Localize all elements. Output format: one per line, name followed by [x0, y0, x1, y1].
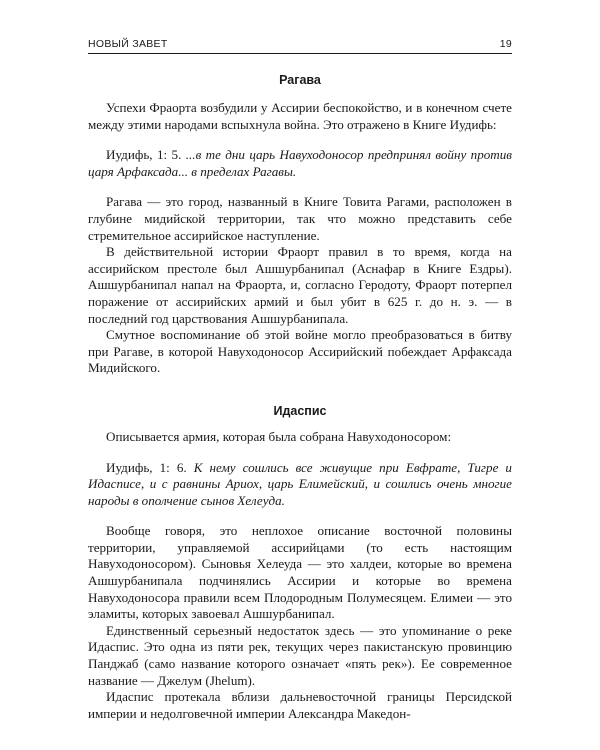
paragraph: Рагава — это город, названный в Книге Товита Рагами, расположен в глубине мидийской территории, так что можно представить себе стремительное ассирийское наступление.: [88, 194, 512, 243]
paragraph: Успехи Фраорта возбудили у Ассирии беспокойство, и в конечном счете между этими народами вспыхнула война. Это отражено в Книге Иудифь:: [88, 100, 512, 132]
paragraph: Вообще говоря, это неплохое описание восточной половины территории, управляемой ассирийцами (то есть настоящим Навуходоносором). Сыновья Хелеуда — это халдеи, которые во времена Ашшурбанипала подчинялись Ассирии и которые во времена Навуходоносора правили всем Плодородным Полумесяцем. Елимеи — это эламиты, которых завоевал Ашшурбанипал.: [88, 523, 512, 622]
paragraph: Единственный серьезный недостаток здесь — это упоминание о реке Идаспис. Это одна из пяти рек, текущих через пакистанскую провинцию Панджаб (само название которого означает «пять рек»). Ее современное название — Джелум (Jhelum).: [88, 622, 512, 688]
quote-reference: Иудифь, 1: 5.: [106, 147, 182, 163]
page-number: 19: [499, 38, 512, 50]
quote-text: ...в те дни царь Навуходоносор предпринял войну против царя Арфаксада... в пределах Рагавы.: [88, 147, 512, 179]
paragraph: Описывается армия, которая была собрана Навуходоносором:: [106, 428, 452, 444]
section-heading-idaspis: Идаспис: [273, 403, 327, 418]
paragraph: Идаспис протекала вблизи дальневосточной границы Персидской империи и недолговечной империи Александра Македон-: [88, 689, 512, 721]
quote-reference: Иудифь, 1: 6.: [106, 459, 187, 475]
running-title: НОВЫЙ ЗАВЕТ: [88, 38, 168, 50]
paragraph: В действительной истории Фраорт правил в то время, когда на ассирийском престоле был Ашшурбанипал (Аснафар в Книге Ездры). Ашшурбанипал напал на Фраорта, и, согласно Геродоту, Фраорт потерпел поражение от ассирийских армий и был убит в 625 г. до н. э. — в последний год царствования Ашшурбанипала.: [88, 244, 512, 326]
section-heading-ragava: Рагава: [279, 73, 321, 87]
running-header: [88, 38, 512, 54]
scripture-quote: [88, 147, 512, 180]
page-body: [88, 62, 512, 722]
paragraph: Смутное воспоминание об этой войне могло преобразоваться в битву при Рагаве, в которой Навуходоносор Ассирийский побеждает Арфаксада Мидийского.: [88, 327, 512, 376]
scripture-quote: [88, 460, 512, 510]
quote-text: К нему сошлись все живущие при Евфрате, Тигре и Идасписе, и с равнины Ариох, царь Елимейский, и сошлись очень многие народы в ополчение сынов Хелеуда.: [88, 459, 512, 508]
